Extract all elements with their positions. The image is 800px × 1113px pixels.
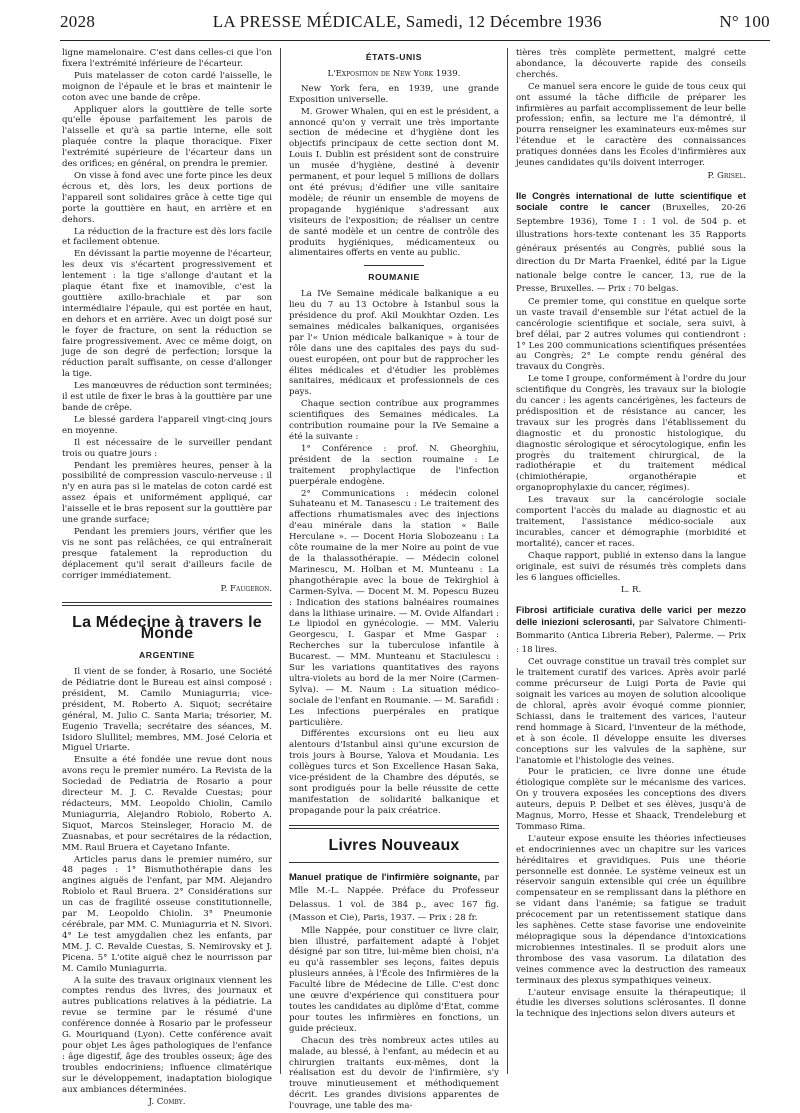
paragraph: L'auteur envisage ensuite la thérapeutique; il étudie les diverses solutions sclérosantes. Il donne la technique des injections selon divers auteurs et [516, 987, 746, 1020]
paragraph: Le blessé gardera l'appareil vingt-cinq jours en moyenne. [62, 414, 272, 436]
paragraph: Le tome I groupe, conformément à l'ordre du jour scientifique du Congrès, les travaux sur la biologie du cancer : les agents cancérigènes, les facteurs de prédisposition et de résistance au cancer, les travaux sur les progrès dans l'établissement du diagnostic et du pronostic histologique, du diagnostic sérologique et sérocytologique, enfin les progrès du traitement chirurgical, de la radiothérapie et du traitement médical (chimiothérapie, organothérapie et organoprophylaxie du cancer, régimes). [516, 374, 746, 494]
column-divider-1 [280, 48, 281, 1074]
paragraph: New York fera, en 1939, une grande Exposition universelle. [289, 83, 499, 105]
paragraph: Puis matelasser de coton cardé l'aisselle, le moignon de l'épaule et le bras et maintenir le coton avec une bande de crêpe. [62, 70, 272, 103]
section-rule [62, 602, 272, 603]
short-rule [364, 265, 424, 266]
paragraph: L'auteur expose ensuite les théories infectieuses et endocriniennes avec un chapitre sur les varices héréditaires et gravidiques. Puis une théorie personnelle est donnée. Le système veineux est un réservoir sanguin extensible qui crée un équilibre compensateur en se remplissant dans la pléthore en se vidant dans l'anémie; sa fatigue se traduit précocement par un retentissement statique dans les saphènes. Cette stase favorise une endoveinite méiopragique sous la dépendance d'intoxications microbiennes intestinales. Il se produit alors une thrombose des vasa vasorum. La dilatation des veines commence avec la destruction des rameaux terminaux des plexus sympathiques veineux. [516, 833, 746, 986]
paragraph: La IVe Semaine médicale balkanique a eu lieu du 7 au 13 Octobre à Istanbul sous la présidence du prof. Akil Moukhtar Ozden. Les semaines médicales balkaniques, organisées par l'« Union médicale balkanique » à tour de rôle dans une des capitales des pays du sud-ouest européen, ont pour but de rapprocher les élites médicales et d'étudier les problèmes sanitaires, médicaux et professionnels de ces pays. [289, 289, 499, 398]
paragraph: Ensuite a été fondée une revue dont nous avons reçu le premier numéro. La Revista de la Sociedad de Pediatria de Rosario a pour directeur M. J. C. Revalde Cuestas; pour rédacteurs, MM. Leopoldo Chiolin, Camilo Muniagurria, Alejandro Robiolo, Roberto A. Siquot, Marcos Steinsleger, Horacio M. de Zuasnabas, et pour secrétaires de la rédaction, MM. Raul Bruera et Cayetano Infante. [62, 755, 272, 853]
author-signature: P. Grisel. [707, 170, 746, 181]
paragraph: On visse à fond avec une forte pince les deux écrous et, dès lors, les deux portions de l'appareil sont solidaires grâce à cette tige qui porte la gouttière en haut, en arrière et en dehors. [62, 170, 272, 225]
section-title: Livres Nouveaux [328, 836, 460, 854]
masthead [60, 12, 770, 40]
book-details: par Salvatore Chimenti-Bommarito (Antica Libreria Reber), Palerme. — Prix : 18 lires. [516, 617, 746, 655]
section-rule [289, 825, 499, 826]
paragraph: Les manœuvres de réduction sont terminées; il est utile de fixer le bras à la gouttière par une bande de crêpe. [62, 381, 272, 413]
paragraph: Il est nécessaire de le surveiller pendant trois ou quatre jours : [62, 437, 272, 459]
paragraph: tières très complète permettent, malgré cette abondance, la découverte rapide des conseils cherchés. [516, 48, 746, 80]
paragraph: Ce premier tome, qui constitue en quelque sorte un vaste travail d'ensemble sur l'état actuel de la cancérologie scientifique et sociale, sera suivi, à bref délai, par 2 autres volumes qui contiendront : 1° Les 200 communications scientifiques présentées au Congrès; 2° Le compte rendu général des travaux du Congrès. [516, 296, 746, 373]
book-title: Fibrosi artificiale curativa delle varici per mezzo delle iniezioni sclerosanti, [516, 604, 746, 627]
paragraph: La réduction de la fracture est dès lors facile et facilement obtenue. [62, 226, 272, 248]
book-title: IIe Congrès international de lutte scientifique et sociale contre le cancer [516, 189, 746, 213]
book-details: (Bruxelles, 20-26 Septembre 1936), Tome I : 1 vol. de 504 p. et illustrations hors-texte contenant les 35 Rapports généraux présentés au Congrès, publié sous la direction du Dr Marta Fraenkel, édité par la Ligue nationale belge contre le cancer, 13, rue de la Presse, Bruxelles. — Prix : 70 belgas. [516, 203, 746, 295]
paragraph: Chacun des très nombreux actes utiles au malade, au blessé, à l'enfant, au médecin et au chirurgien traitants eux-mêmes, dont la réalisation est du devoir de l'infirmière, s'y trouve minutieusement et méthodiquement décrit. Les grandes divisions apparentes de l'ouvrage, une table des ma- [289, 1035, 499, 1112]
paragraph: ligne mamelonaire. C'est dans celles-ci que l'on fixera l'extrémité inférieure de l'écarteur. [62, 48, 272, 69]
book-details: par Mlle M.-L. Nappée. Préface du Professeur Delassus. 1 vol. de 384 p., avec 167 fig. (Masson et Cie), Paris, 1937. — Prix : 28 fr. [289, 872, 499, 924]
paragraph: Il vient de se fonder, à Rosario, une Société de Pédiatrie dont le Bureau est ainsi composé : président, M. Camilo Muniagurria; vice-président, M. Roberto A. Siquot; secrétaire général, M. Julio C. Santa Maria; trésorier, M. Eugenio Travella; secrétaire des séances, M. Isidoro Slullitel; membres, MM. José Celoria et Miguel Uriarte. [62, 667, 272, 754]
paragraph: Cet ouvrage constitue un travail très complet sur le traitement curatif des varices. Après avoir parlé comme précurseur de Luigi Porta de Pavie qui soignait les varices au moyen de solution alcoolique de chloral, après avoir évoqué comme pionnier, Schiassi, dans le traitement des varices, l'auteur rend hommage à Sicard, l'inventeur de la méthode, et à son école. Il développe ensuite les diverses conceptions sur les valvules de la saphène, sur l'anatomie et l'histologie des veines. [516, 657, 746, 766]
section-rule [289, 828, 499, 829]
country-heading: ARGENTINE [138, 650, 195, 661]
paragraph: Pour le praticien, ce livre donne une étude étiologique complète sur le mécanisme des varices. On y trouvera exposées les conceptions des divers auteurs, depuis P. Delbet et ses élèves, jusqu'à de Magnus, Morro, Hesse et Shaack, Trendeleburg et Tommaso Rima. [516, 767, 746, 832]
paragraph: Pendant les premières heures, penser à la possibilité de compression vasculo-nerveuse : il n'y en aura pas si le matelas de coton cardé est assez épais et uniformément appliqué, car l'aisselle et le bras reposent sur la gouttière par une grande surface; [62, 460, 272, 526]
paragraph: 2° Communications : médecin colonel Suhateanu et M. Tanasescu : Le traitement des affections rhumatismales avec des injections d'eau minérale dans la station « Baile Herculane ». — Docent Horia Slobozeanu : La côte roumaine de la mer Noire au point de vue de la thalassothérapie. — Médecin colonel Marinescu, M. Holban et M. Munteanu : La phangothérapie avec la boue de Tekirghiol à Carmen-Sylva. — Docent M. M. Popescu Buzeu : Indication des stations balnéaires roumaines dans la lithiase urinaire. — M. Ovide Alfandari : Le lipiodol en gynécologie. — MM. Valeriu Georgescu, I. Gaspar et Mme Gaspar : Recherches sur la tuberculose infantile à Bucarest. — MM. Munteanu et Staciulescu : Sur les variations quantitatives des rayons ultra-violets au bord de la mer Noire (Carmen-Sylva). — M. Naum : La situation médico-sociale de l'enfant en Roumanie. — M. Sarafidi : Les infections puerpérales en pratique particulière. [289, 488, 499, 728]
article-subtitle: L'Exposition de New York 1939. [327, 68, 461, 79]
author-signature: P. Faugeron. [220, 583, 272, 594]
paragraph: Chaque rapport, publié in extenso dans la langue originale, est suivi de résumés très complets dans les 6 langues officielles. [516, 550, 746, 583]
book-title: Manuel pratique de l'infirmière soignante, [289, 870, 481, 882]
header-rule [60, 40, 770, 41]
paragraph: En dévissant la partie moyenne de l'écarteur, les deux vis s'écartent progressivement et lentement : la tige s'allonge d'autant et la plaque étant fixe et inamovible, c'est la gouttière axillo-brachiale et par son intermédiaire l'épaule, qui est portée en haut, en dehors et en arrière. Avec un doigt posé sur le foyer de fracture, on sent la réduction se faire progressivement. Avec ce même doigt, on juge de son degré de perfection; lorsque la réduction paraît suffisante, on cesse d'allonger la tige. [62, 249, 272, 380]
column-2 [289, 48, 499, 1113]
issue-number: N° 100 [719, 12, 770, 31]
column-3 [516, 48, 746, 1021]
paragraph: Articles parus dans le premier numéro, sur 48 pages : 1° Bismuthothérapie dans les angines aiguës de l'enfant, par MM. Alejandro Robiolo et Raul Bruera. 2° Considérations sur un cas de fragilité osseuse constitutionnelle, par M. Leopoldo Chiolin. 3° Pneumonie cérébrale, par MM. C. Muniagurria et N. Sivori. 4° Le test amygdalien chez les enfants, par MM. J. C. Revalde Cuestas, S. Nemirovsky et J. Picena. 5° L'otite aiguë chez le nourrisson par M. Camilo Muniagurria. [62, 854, 272, 974]
paragraph: 1° Conférence : prof. N. Gheorghiu, président de la section roumaine : Le traitement prophylactique de l'infection puerpérale endogène. [289, 443, 499, 487]
page-number: 2028 [60, 12, 96, 31]
paragraph: Appliquer alors la gouttière de telle sorte qu'elle épouse parfaitement les parois de l'aisselle et qu'à sa partie interne, elle soit plaquée contre la plaque thoracique. Fixer l'extrémité supérieure de l'écarteur dans un des orifices; en général, on prendra le premier. [62, 104, 272, 170]
paragraph: Pendant les premiers jours, vérifier que les vis ne sont pas relâchées, ce qui entraînerait presque fatalement la reproduction du déplacement qu'il serait d'ailleurs facile de corriger immédiatement. [62, 526, 272, 581]
paragraph: M. Grower Whalen, qui en est le président, a annoncé qu'on y verrait une très importante section de médecine et d'hygiène dont les objectifs principaux de cette section dont M. Louis I. Dublin est président sont de construire un musée d'hygiène, destiné à devenir permanent, et pour lequel 5 millions de dollars ont été prévus; d'édifier une ville sanitaire modèle; de réunir un ensemble de moyens de propagande hygiénique s'adressant aux visiteurs de l'exposition; de réaliser un centre de santé modèle et un centre de contrôle des produits hygiéniques, médicamenteux ou alimentaires offerts en vente au public. [289, 106, 499, 259]
paragraph: Ce manuel sera encore le guide de tous ceux qui ont assumé la tâche difficile de préparer les infirmières au parfait accomplissement de leur belle profession; enfin, sa lecture me l'a démontré, il pourra renseigner les examinateurs eux-mêmes sur l'étendue et le caractère des connaissances pratiques données dans les Écoles d'infirmières aux jeunes candidates qu'ils doivent interroger. [516, 81, 746, 169]
paragraph: Mlle Nappée, pour constituer ce livre clair, bien illustré, parfaitement adapté à l'objet désigné par son titre, lui-même bien choisi, n'a eu qu'à rassembler ses leçons, faites depuis plusieurs années, à l'École des Infirmières de la Faculté libre de Médecine de Lille. C'est donc une œuvre d'expérience qui constituera pour toutes les candidates au diplôme d'État, comme pour toutes les infirmières en fonctions, un guide précieux. [289, 925, 499, 1034]
paragraph: A la suite des travaux originaux viennent les comptes rendus des livres, des journaux et autres publications relatives à la pédiatrie. La revue se termine par le résumé d'une conférence donnée à Rosario par le professeur G. Mouriquand (Lyon). Cette conférence avait pour objet Les âges pathologiques de l'enfance : âge digestif, âge des troubles osseux; âge des troubles endocriniens; influence climatérique sur le développement, inadaptation biologique aux ambiances déterminées. [62, 975, 272, 1095]
section-rule [62, 605, 272, 606]
book-review-heading [289, 871, 499, 925]
author-signature: L. R. [620, 585, 642, 596]
author-signature: J. Comby. [148, 1097, 186, 1108]
book-review-heading [516, 190, 746, 296]
book-review-heading [516, 604, 746, 656]
country-heading: ROUMANIE [368, 272, 420, 283]
section-title: La Médecine à travers le Monde [72, 614, 262, 643]
section-rule [289, 862, 499, 863]
paragraph: Chaque section contribue aux programmes scientifiques des Semaines médicales. La contribution roumaine pour la IVe Semaine a été la suivante : [289, 399, 499, 442]
column-1 [62, 48, 272, 1112]
country-heading: ÉTATS-UNIS [365, 52, 423, 62]
journal-title: LA PRESSE MÉDICALE, Samedi, 12 Décembre 1936 [212, 12, 602, 31]
paragraph: Les travaux sur la cancérologie sociale comportent l'accès du malade au diagnostic et au traitement, l'assistance médico-sociale aux incurables, cancer et démographie (morbidité et mortalité), cancer et races. [516, 495, 746, 549]
column-divider-2 [507, 48, 508, 1074]
paragraph: Différentes excursions ont eu lieu aux alentours d'Istanbul ainsi qu'une excursion de trois jours à Bourse, Yalova et Moudania. Les collègues turcs et Son Excellence Hasan Saka, vice-président de la Chambre des députés, se sont prodigués pour la belle réussite de cette manifestation de solidarité balkanique et propagande pour la paix créatrice. [289, 729, 499, 816]
